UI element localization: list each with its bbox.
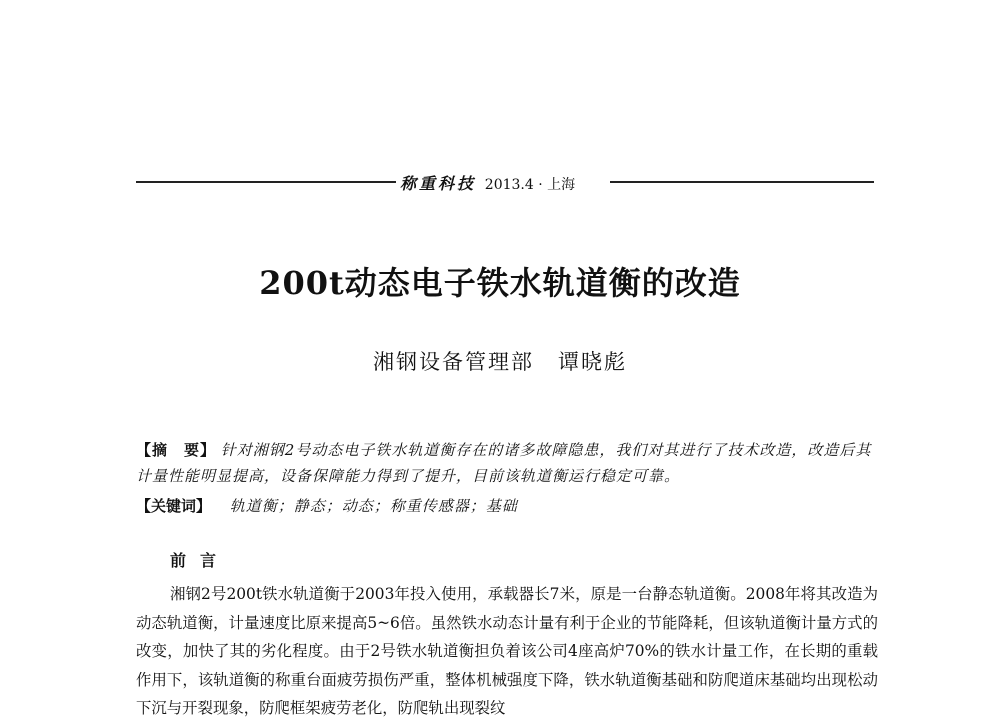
abstract-text: 针对湘钢2号动态电子铁水轨道衡存在的诸多故障隐患，我们对其进行了技术改造，改造后其计量性能明显提高，设备保障能力得到了提升，目前该轨道衡运行稳定可靠。 <box>136 441 872 485</box>
issue-info: 2013.4 · 上海 <box>484 177 576 193</box>
body-paragraph: 湘钢2号200t铁水轨道衡于2003年投入使用，承载器长7米，原是一台静态轨道衡。2008年将其改造为动态轨道衡，计量速度比原来提高5~6倍。虽然铁水动态计量有利于企业的节能降耗，但该轨道衡计量方式的改变，加快了其的劣化程度。由于2号铁水轨道衡担负着该公司4座高炉70%的铁水计量工作，在长期的重载作用下，该轨道衡的称重台面疲劳损伤严重，整体机械强度下降，铁水轨道衡基础和防爬道床基础均出现松动下沉与开裂现象，防爬框架疲劳老化，防爬轨出现裂纹 <box>136 585 878 717</box>
affiliation: 湘钢设备管理部 <box>373 350 534 374</box>
abstract <box>136 437 878 489</box>
running-header <box>400 171 608 194</box>
header-rule-right <box>610 181 874 183</box>
author-line <box>0 346 1000 376</box>
abstract-label: 【摘 要】 <box>136 441 217 459</box>
journal-name: 称重科技 <box>400 174 477 193</box>
author-name: 谭晓彪 <box>558 350 627 374</box>
section-heading: 前言 <box>170 551 231 570</box>
article-title: 200t动态电子铁水轨道衡的改造 <box>259 264 741 302</box>
keywords <box>136 493 878 519</box>
keywords-text: 轨道衡；静态；动态；称重传感器；基础 <box>229 497 518 515</box>
keywords-label: 【关键词】 <box>136 497 212 515</box>
header-rule-left <box>136 181 396 183</box>
